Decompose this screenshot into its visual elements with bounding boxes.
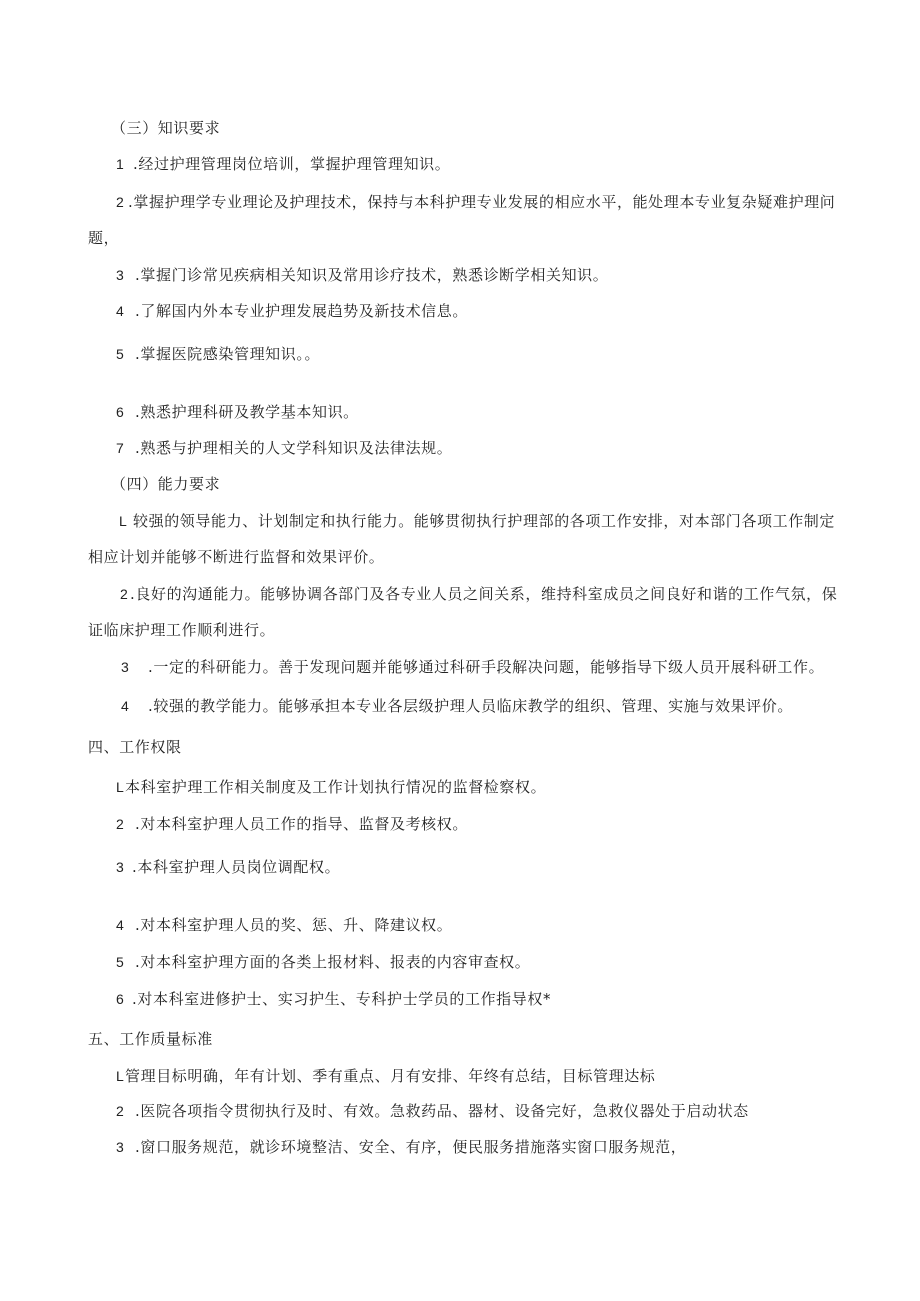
authority-item-2: 2 .对本科室护理人员工作的指导、监督及考核权。 [116, 815, 468, 833]
authority-item-5: 5 .对本科室护理方面的各类上报材料、报表的内容审查权。 [116, 953, 531, 971]
quality-item-1: L管理目标明确，年有计划、季有重点、月有安排、年终有总结，目标管理达标 [116, 1067, 656, 1085]
authority-item-1: L本科室护理工作相关制度及工作计划执行情况的监督检察权。 [116, 778, 547, 796]
chapter-heading-authority: 四、工作权限 [88, 738, 182, 756]
ability-item-1-continuation: 相应计划并能够不断进行监督和效果评价。 [88, 548, 385, 566]
ability-item-3: 3 .一定的科研能力。善于发现问题并能够通过科研手段解决问题，能够指导下级人员开展科研工作。 [121, 658, 825, 676]
section-heading-ability: （四）能力要求 [111, 475, 221, 493]
knowledge-item-4: 4 .了解国内外本专业护理发展趋势及新技术信息。 [116, 302, 468, 320]
knowledge-item-2: 2 .掌握护理学专业理论及护理技术，保持与本科护理专业发展的相应水平，能处理本专业复杂疑难护理问 [116, 193, 836, 211]
knowledge-item-2-continuation: 题， [88, 229, 120, 247]
knowledge-item-1: 1 .经过护理管理岗位培训，掌握护理管理知识。 [116, 155, 451, 173]
knowledge-item-3: 3 .掌握门诊常见疾病相关知识及常用诊疗技术，熟悉诊断学相关知识。 [116, 266, 609, 284]
quality-item-3: 3 .窗口服务规范，就诊环境整洁、安全、有序，便民服务措施落实窗口服务规范， [116, 1138, 687, 1156]
ability-item-2: 2 .良好的沟通能力。能够协调各部门及各专业人员之间关系，维持科室成员之间良好和谐的工作气氛，保 [120, 585, 838, 603]
quality-item-2: 2 .医院各项指令贯彻执行及时、有效。急救药品、器材、设备完好，急救仪器处于启动状态 [116, 1102, 749, 1120]
authority-item-6: 6 .对本科室进修护士、实习护生、专科护士学员的工作指导权* [116, 990, 552, 1008]
knowledge-item-7: 7 .熟悉与护理相关的人文学科知识及法律法规。 [116, 439, 453, 457]
section-heading-knowledge: （三）知识要求 [111, 119, 221, 137]
authority-item-3: 3 .本科室护理人员岗位调配权。 [116, 858, 341, 876]
knowledge-item-6: 6 .熟悉护理科研及教学基本知识。 [116, 403, 359, 421]
ability-item-2-continuation: 证临床护理工作顺利进行。 [88, 621, 276, 639]
ability-item-1: L 较强的领导能力、计划制定和执行能力。能够贯彻执行护理部的各项工作安排，对本部门各项工作制定 [119, 512, 836, 530]
ability-item-4: 4 .较强的教学能力。能够承担本专业各层级护理人员临床教学的组织、管理、实施与效果评价。 [121, 697, 793, 715]
authority-item-4: 4 .对本科室护理人员的奖、惩、升、降建议权。 [116, 916, 453, 934]
chapter-heading-quality: 五、工作质量标准 [88, 1030, 213, 1048]
knowledge-item-5: 5 .掌握医院感染管理知识。。 [116, 345, 321, 363]
